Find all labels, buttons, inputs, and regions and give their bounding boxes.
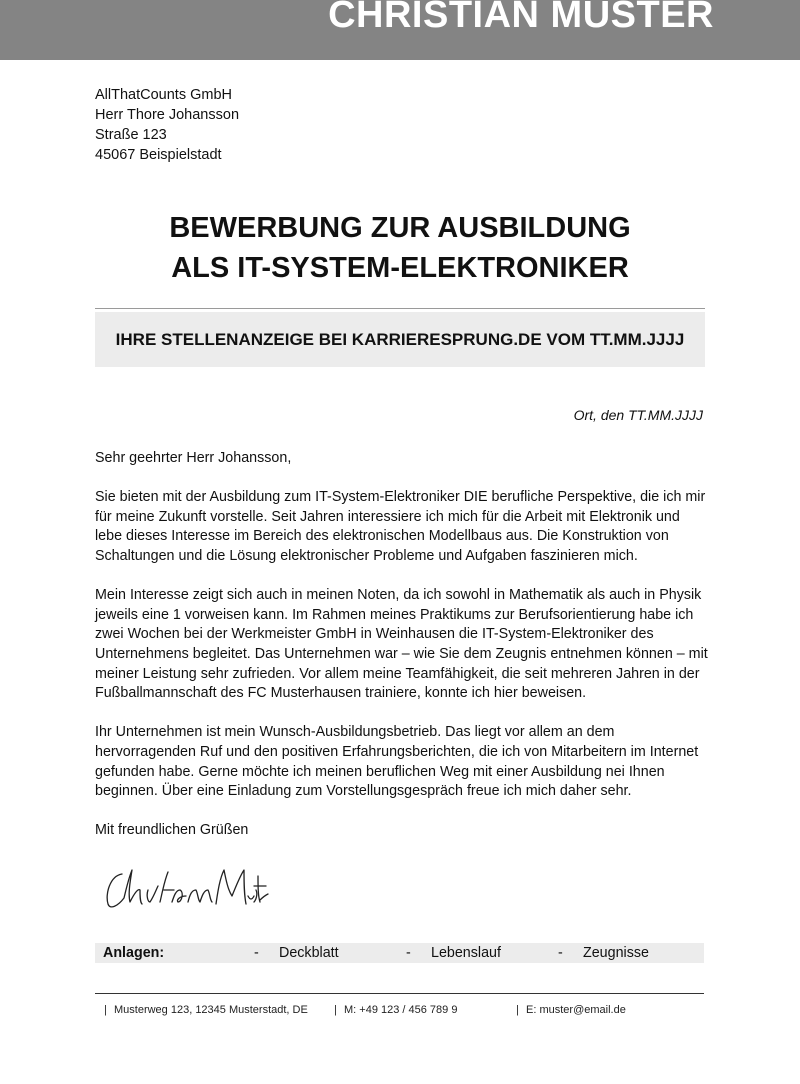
paragraph-1: Sie bieten mit der Ausbildung zum IT-System-Elektroniker DIE berufliche Perspektive, die ich mir für meine Zukunft vorstelle. Seit Jahren interessiere ich mich für die Arbeit mit Elektronik und lebe dieses Interesse im Bereich des elektronischen Modellbaus aus. Die Konstruktion von Schaltungen und die Lösung elektronischer Probleme und Aufgaben faszinieren mich. xyxy=(95,489,706,564)
paragraph-2: Mein Interesse zeigt sich auch in meinen Noten, da ich sowohl in Mathematik als auch in Physik jeweils eine 1 vorweisen kann. Im Rahmen meines Praktikums zur Berufsorientierung habe ich zwei Wochen bei der Werkmeister GmbH in Weinhausen die IT-System-Elektroniker des Unternehmens begleitet. Das Unternehmen war – wie Sie dem Zeugnis entnehmen können – mit meiner Leistung sehr zufrieden. Vor allem meine Teamfähigkeit, die seit mehreren Jahren in der Fußballmannschaft des FC Musterhausen trainiere, konnte ich hier beweisen. xyxy=(95,587,708,702)
letter-body xyxy=(95,449,710,841)
title-line-2: ALS IT-SYSTEM-ELEKTRONIKER xyxy=(171,252,629,284)
footer-address: Musterweg 123, 12345 Musterstadt, DE xyxy=(114,1004,308,1016)
attachment-bullet: - xyxy=(558,945,563,961)
title-line-1: BEWERBUNG ZUR AUSBILDUNG xyxy=(169,212,631,244)
recipient-address xyxy=(95,85,239,165)
salutation: Sehr geehrter Herr Johansson, xyxy=(95,450,292,466)
footer-separator: | xyxy=(104,1004,107,1016)
signature xyxy=(100,860,270,915)
place-date: Ort, den TT.MM.JJJJ xyxy=(573,407,703,423)
title-divider xyxy=(95,308,705,309)
recipient-company: AllThatCounts GmbH xyxy=(95,87,232,103)
applicant-name: CHRISTIAN MUSTER xyxy=(328,0,714,36)
attachments-bar xyxy=(95,943,704,963)
paragraph-3: Ihr Unternehmen ist mein Wunsch-Ausbildungsbetrieb. Das liegt vor allem an dem hervorragenden Ruf und den positiven Erfahrungsberichten, die ich von Mitarbeitern im Internet gefunden habe. Gerne möchte ich meinen beruflichen Weg mit einer Ausbildung nei Ihnen beginnen. Über eine Einladung zum Vorstellungsgespräch freue ich mich daher sehr. xyxy=(95,724,699,800)
footer-separator: | xyxy=(334,1004,337,1016)
letter-title xyxy=(95,208,705,288)
attachment-bullet: - xyxy=(254,945,259,961)
recipient-person: Herr Thore Johansson xyxy=(95,107,240,123)
recipient-city: 45067 Beispielstadt xyxy=(95,147,222,163)
footer-divider xyxy=(95,993,704,994)
subject-line: IHRE STELLENANZEIGE BEI KARRIERESPRUNG.DE VOM TT.MM.JJJJ xyxy=(115,329,685,349)
subject-box xyxy=(95,312,705,367)
footer-phone: M: +49 123 / 456 789 9 xyxy=(344,1004,458,1016)
footer-separator: | xyxy=(516,1004,519,1016)
attachment-item-deckblatt: Deckblatt xyxy=(279,945,339,961)
attachment-item-zeugnisse: Zeugnisse xyxy=(583,945,649,961)
footer-email: E: muster@email.de xyxy=(526,1004,626,1016)
header-band xyxy=(0,0,800,60)
closing: Mit freundlichen Grüßen xyxy=(95,822,249,839)
attachments-label: Anlagen: xyxy=(103,945,165,961)
attachment-item-lebenslauf: Lebenslauf xyxy=(431,945,501,961)
recipient-street: Straße 123 xyxy=(95,127,167,143)
attachment-bullet: - xyxy=(406,945,411,961)
